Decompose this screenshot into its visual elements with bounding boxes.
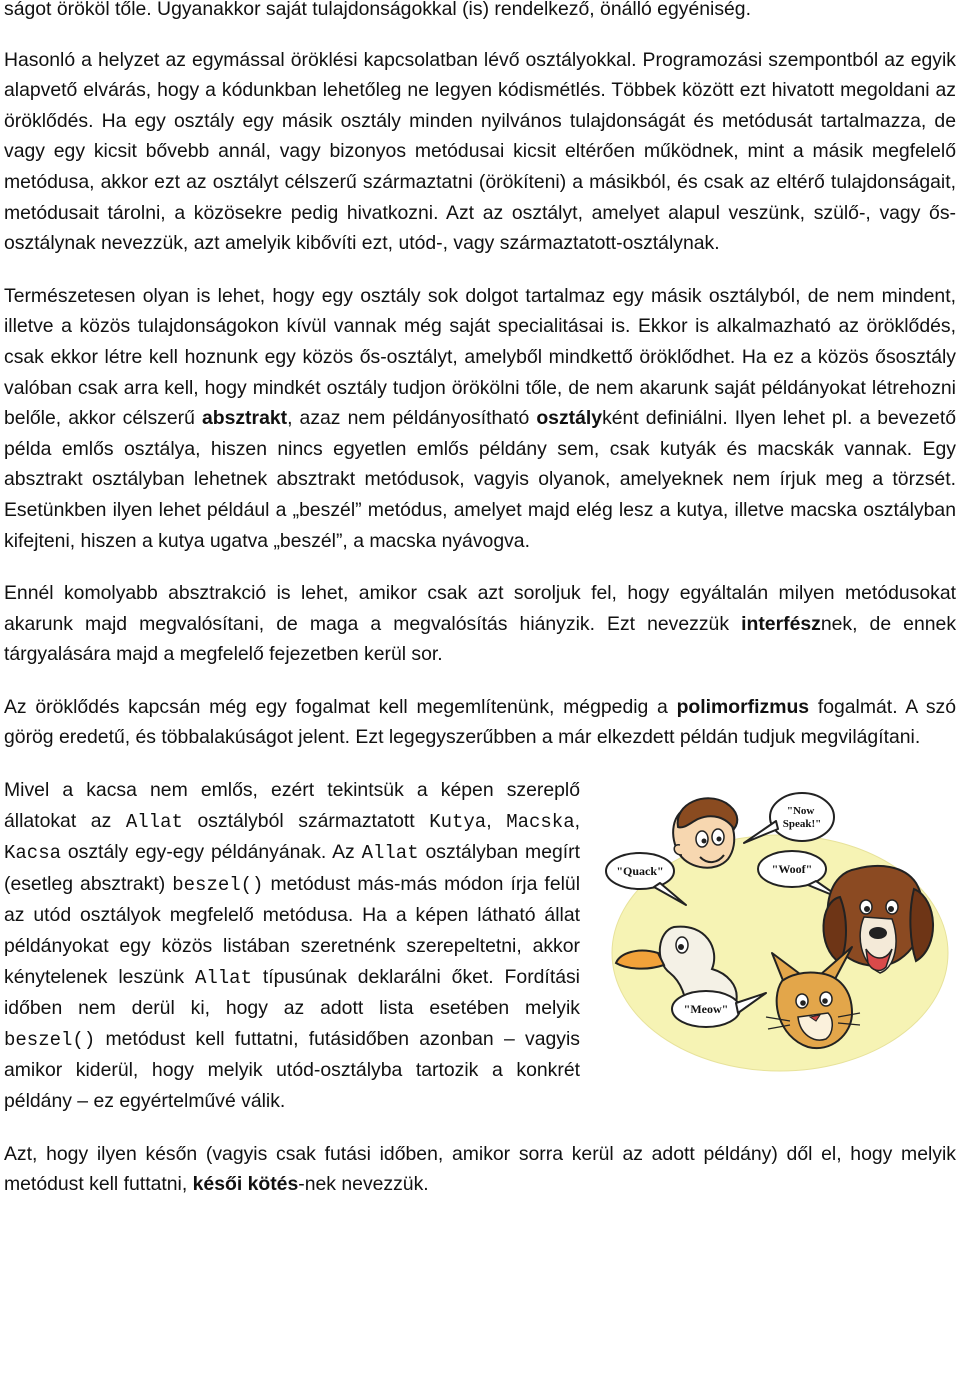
paragraph-abstract-class — [4, 281, 956, 556]
paragraph-late-binding — [4, 1139, 956, 1200]
text-span: fogalmát. A szó görög eredetű, és többalakúságot jelent. Ezt legegyszerűbben a már elkezdett példán tudjuk megvilágítani. — [4, 695, 957, 749]
term-interface: interfész — [741, 612, 821, 635]
code-beszel: beszel() — [172, 873, 264, 896]
text-span: osztályban megírt (esetleg absztrakt) — [4, 841, 580, 895]
bubble-text-woof: "Woof" — [771, 862, 813, 877]
kid-figure — [673, 798, 737, 867]
text-span: Az öröklődés kapcsán még egy fogalmat kell megemlítenünk, mégpedig a — [4, 695, 677, 718]
text-span: Azt, hogy ilyen későn (vagyis csak futási időben, amikor sorra kerül az adott példány) dől el, hogy melyik metódust kell futtatni, — [4, 1142, 956, 1196]
code-macska: Macska — [506, 810, 575, 833]
text-span: -nek nevezzük. — [298, 1173, 429, 1196]
text-span: nek, de ennek tárgyalására majd a megfelelő fejezetben kerül sor. — [4, 612, 957, 666]
code-allat: Allat — [194, 966, 252, 989]
text-span: metódust más-más módon írja felül az utód osztályok megfelelő metódusa. Ha a képen látható állat példányokat egy közös listában szeretnénk szerepeltetni, akkor kénytelenek leszünk — [4, 872, 581, 988]
document-page — [4, 0, 956, 1222]
animals-speaking-illustration — [594, 777, 956, 1089]
text-span: , azaz nem példányosítható — [287, 407, 537, 430]
bubble-text-quack: "Quack" — [616, 864, 664, 879]
paragraph-interface — [4, 578, 956, 670]
term-class: osztály — [536, 407, 603, 430]
term-abstract: absztrakt — [201, 407, 288, 430]
text-span: , — [486, 809, 507, 832]
paragraph-intro-continuation: ságot örököl tőle. Ugyanakkor saját tulajdonságokkal (is) rendelkező, önálló egyéniség. — [4, 0, 751, 20]
code-allat: Allat — [361, 842, 419, 865]
paragraph-inheritance: Hasonló a helyzet az egymással öröklési kapcsolatban lévő osztályokkal. Programozási szempontból az egyik alapvető elvárás, hogy a kódunkban lehetőleg ne legyen kódismétlés. Többek között ezt hivatott megoldani az öröklődés. Ha egy osztály egy másik osztály minden nyilvános tulajdonságát és metódusát tartalmazza, de vagy egy kicsit bővebb annál, vagy bizonyos metódusai kicsit eltérően működnek, mint a másik megfelelő metódusa, akkor ezt az osztályt célszerű származtatni (örökíteni) a másikból, és csak az eltérő tulajdonságait, metódusait tárolni, a közösekre pedig hivatkozni. Azt az osztályt, amelyet alapul veszünk, szülő-, vagy ős-osztálynak nevezzük, azt amelyik kibővíti ezt, utód-, vagy származtatott-osztálynak. — [4, 48, 956, 255]
text-span: Ennél komolyabb absztrakció is lehet, amikor csak azt soroljuk fel, hogy egyáltalán milyen metódusokat akarunk majd megvalósítani, de maga a megvalósítás hiányzik. Ezt nevezzük — [4, 582, 956, 635]
text-span: metódust kell futtatni, futásidőben azonban – vagyis amikor kiderül, hogy melyik utód-osztályba tartozik a konkrét példány – ez egyértelművé válik. — [4, 1027, 580, 1112]
bubble-text-meow: "Meow" — [683, 1002, 729, 1017]
term-late-binding: késői kötés — [192, 1173, 299, 1196]
code-kacsa: Kacsa — [4, 842, 62, 865]
term-polymorphism: polimorfizmus — [676, 695, 810, 718]
text-span: osztályból származtatott — [182, 809, 430, 832]
text-span: típusúnak deklarálni őket. Fordítási időben nem derül ki, hogy az adott lista esetében melyik — [4, 965, 580, 1020]
text-span: Mivel a kacsa nem emlős, ezért tekintsük a képen szereplő állatokat az — [4, 779, 580, 832]
text-span: osztály egy-egy példányának. Az — [61, 841, 362, 864]
bubble-text-now-speak: "Now Speak!" — [782, 805, 822, 831]
code-kutya: Kutya — [429, 810, 487, 833]
speech-bubble-now-speak — [744, 793, 834, 843]
text-span: Természetesen olyan is lehet, hogy egy osztály sok dolgot tartalmaz egy másik osztályból, de nem mindent, illetve a közös tulajdonságokon kívül vannak még saját specialitásai is. Ekkor is alkalmazható az öröklődés, csak ekkor létre kell hoznunk egy közös ős-osztályt, amelyből mindkettő öröklődhet. Ha ez a közös ősosztály valóban csak arra kell, hogy mindkét osztály tudjon örökölni tőle, de nem akarunk saját példányokat létrehozni belőle, akkor célszerű — [4, 284, 956, 430]
code-beszel: beszel() — [4, 1028, 96, 1051]
text-span: ként definiálni. Ilyen lehet pl. a bevezető példa emlős osztálya, hiszen nincs egyetlen emlős példány sem, csak kutyák és macskák vannak. Egy absztrakt osztályban lehetnek absztrakt metódusok, vagyis olyanok, amelyeknek nem írjuk meg a törzsét. Esetünkben ilyen lehet például a „beszél” metódus, amelyet majd elég lesz a kutya, illetve macska osztályban kifejteni, hiszen a kutya ugatva „beszél”, a macska nyávogva. — [4, 407, 956, 552]
text-span: , — [574, 809, 580, 832]
code-allat: Allat — [125, 810, 183, 833]
paragraph-polymorphism — [4, 692, 956, 753]
